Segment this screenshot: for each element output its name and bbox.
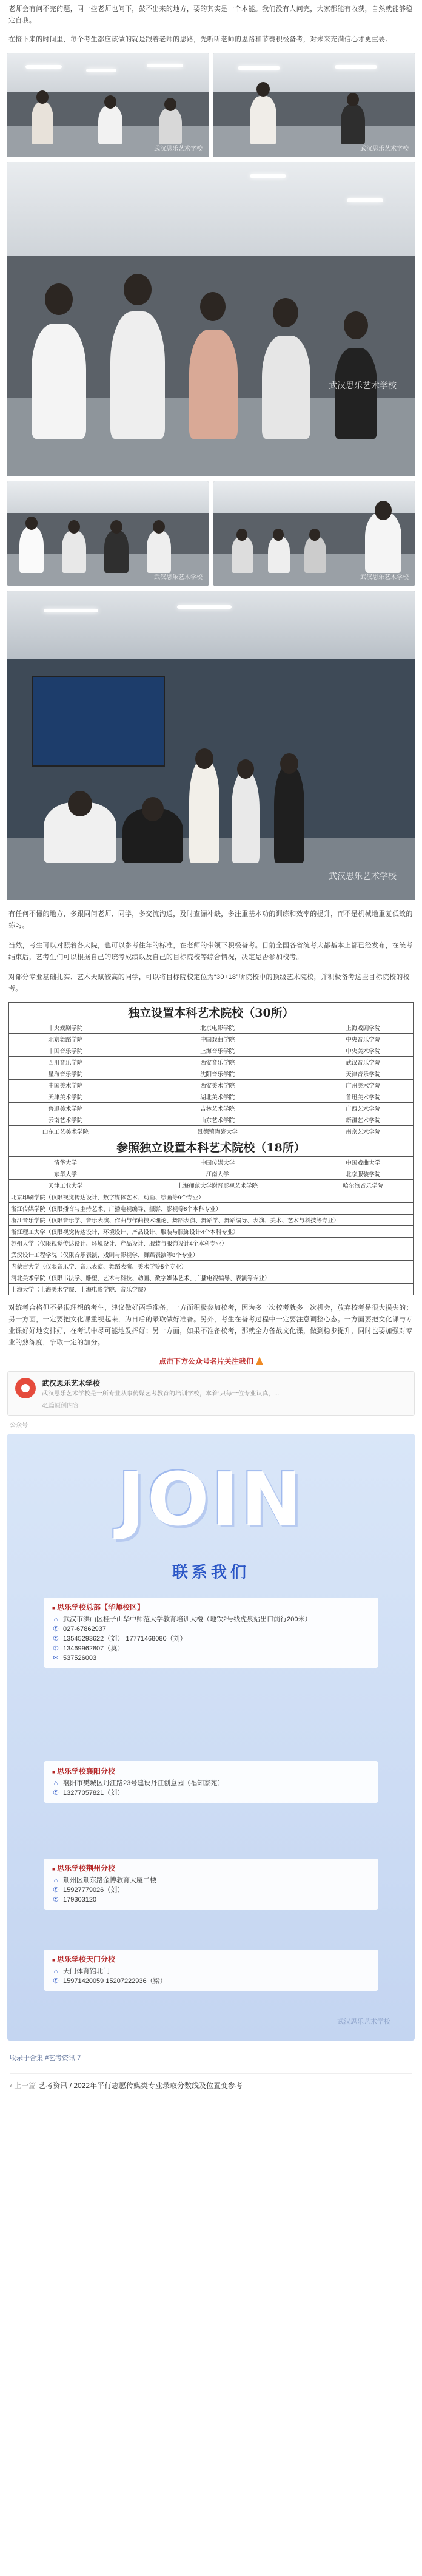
prev-article-link[interactable]	[10, 2073, 412, 2090]
contact-section	[44, 1598, 378, 1668]
contact-line[interactable]	[52, 1788, 372, 1798]
independent-school-row	[9, 1045, 414, 1057]
intro-text	[0, 0, 422, 46]
school-cell: 中央音乐学院	[313, 1034, 414, 1045]
school-cell: 中国音乐学院	[9, 1045, 122, 1057]
school-cell: 南京艺术学院	[313, 1126, 414, 1137]
school-cell: 上海师范大学谢晋影视艺术学院	[122, 1180, 313, 1191]
school-note-cell: 浙江理工大学（仅限视觉传达设计、环境设计、产品设计、服装与服饰设计4个本科专业）	[9, 1226, 414, 1238]
classroom-photo-3[interactable]	[7, 162, 415, 476]
contact-section-title: ■ 思乐学校总部【华师校区】	[52, 1602, 372, 1613]
contact-section	[44, 1950, 378, 1991]
poster-join: JOIN	[118, 1458, 304, 1542]
school-cell: 北京电影学院	[122, 1022, 313, 1034]
classroom-photo-1[interactable]	[7, 53, 209, 157]
school-note-cell: 浙江音乐学院（仅限音乐学、音乐表演、作曲与作曲技术理论、舞蹈表演、舞蹈学、舞蹈编导、表演、美术、艺术与科技等专业）	[9, 1215, 414, 1226]
contact-section	[44, 1859, 378, 1910]
contact-line-text: 13545293622（刘） 17771468080（刘）	[63, 1635, 187, 1642]
school-cell: 哈尔滨音乐学院	[313, 1180, 414, 1191]
independent-school-row	[9, 1091, 414, 1103]
contact-line[interactable]	[52, 1634, 372, 1644]
phone-icon: ✉	[53, 1655, 59, 1662]
school-cell: 江南大学	[122, 1168, 313, 1180]
independent-school-row	[9, 1126, 414, 1137]
school-cell: 中国戏曲大学	[313, 1157, 414, 1168]
school-cell: 天津工业大学	[9, 1180, 122, 1191]
independent-school-row	[9, 1034, 414, 1045]
account-label: 公众号	[10, 1422, 28, 1429]
school-note-cell: 北京印刷学院（仅限视觉传达设计、数字媒体艺术、动画、绘画等9个专业）	[9, 1191, 414, 1203]
contact-line-text: 荆州区荆东路金博教育大厦二楼	[63, 1877, 156, 1884]
school-note-cell: 河北美术学院（仅限书法学、雕塑、艺术与科技、动画、数字媒体艺术、广播电视编导、表演等专业）	[9, 1272, 414, 1284]
independent-school-row	[9, 1057, 414, 1068]
account-stats: 41篇原创内容	[42, 1403, 79, 1409]
independent-school-row	[9, 1068, 414, 1080]
contact-line[interactable]	[52, 1876, 372, 1885]
school-note-cell: 上海大学（上海美术学院、上海电影学院、音乐学院）	[9, 1284, 414, 1295]
photo-watermark: 武汉思乐艺术学校	[329, 381, 397, 390]
school-cell: 上海戏剧学院	[313, 1022, 414, 1034]
closing-text	[0, 1303, 422, 1349]
school-cell: 广州美术学院	[313, 1080, 414, 1091]
school-cell: 上海音乐学院	[122, 1045, 313, 1057]
contact-line[interactable]	[52, 1885, 372, 1895]
independent-school-row	[9, 1022, 414, 1034]
photo-watermark: 武汉思乐艺术学校	[360, 574, 409, 581]
independent-school-row	[9, 1080, 414, 1091]
phone-icon: ✆	[53, 1978, 59, 1985]
school-note-cell: 苏州大学（仅限视觉传达设计、环境设计、产品设计、服装与服饰设计4个本科专业）	[9, 1238, 414, 1249]
article-footer	[0, 2041, 422, 2090]
school-cell: 景德镇陶瓷大学	[122, 1126, 313, 1137]
account-name: 武汉思乐艺术学校	[42, 1379, 101, 1388]
phone-icon: ✆	[53, 1645, 59, 1652]
contact-line-text: 襄阳市樊城区丹江路23号建设丹江创意园（福知家苑）	[63, 1780, 224, 1787]
contact-section	[44, 1761, 378, 1803]
intro-paragraph-2: 在接下来的时间里，每个考生都应该做的就是跟着老师的思路，先听听老师的思路和节奏积极备考，对未来充满信心才更重要。	[8, 36, 392, 43]
contact-line[interactable]	[52, 1653, 372, 1663]
photo-watermark: 武汉思乐艺术学校	[154, 146, 203, 152]
contact-line[interactable]	[52, 1967, 372, 1976]
school-cell: 鲁迅美术学院	[313, 1091, 414, 1103]
classroom-photo-2[interactable]	[213, 53, 415, 157]
school-cell: 西安美术学院	[122, 1080, 313, 1091]
follow-prompt	[0, 1356, 422, 1366]
school-note-row	[9, 1249, 414, 1261]
contact-line[interactable]	[52, 1644, 372, 1653]
contact-line-text: 15971420059 15207222936（梁）	[63, 1978, 167, 1985]
prev-label: ‹ 上一篇	[10, 2081, 36, 2090]
school-cell: 山东艺术学院	[122, 1114, 313, 1126]
school-cell: 吉林艺术学院	[122, 1103, 313, 1114]
school-cell: 天津美术学院	[9, 1091, 122, 1103]
location-icon: ⌂	[53, 1968, 58, 1975]
school-cell: 中央美术学院	[313, 1045, 414, 1057]
contact-section-title: ■ 思乐学校天门分校	[52, 1954, 372, 1965]
phone-icon: ✆	[53, 1886, 59, 1894]
account-description: 武汉思乐艺术学校是一所专业从事传媒艺考教育的培训学校，本着“只每一位专业认真，...	[42, 1391, 280, 1397]
school-cell: 沈阳音乐学院	[122, 1068, 313, 1080]
school-cell: 四川音乐学院	[9, 1057, 122, 1068]
photo-row-1	[0, 53, 422, 157]
photo-row-3	[0, 481, 422, 586]
school-note-cell: 武汉设计工程学院（仅限音乐表演、戏剧与影视学、舞蹈表演等8个专业）	[9, 1249, 414, 1261]
phone-icon: ✆	[53, 1789, 59, 1797]
article-body	[0, 909, 422, 995]
school-note-cell: 浙江传媒学院（仅限播音与主持艺术、广播电视编导、摄影、影视等8个本科专业）	[9, 1203, 414, 1215]
location-icon: ⌂	[53, 1877, 58, 1884]
school-note-row	[9, 1191, 414, 1203]
school-note-row	[9, 1238, 414, 1249]
schools-table-wrap	[0, 1002, 422, 1295]
follow-text: 点击下方公众号名片关注我们	[158, 1357, 253, 1366]
contact-line[interactable]	[52, 1976, 372, 1986]
intro-paragraph-1: 老师会有问不完的题，同一些老师也问下，鼓不出来的地方，要的其实是一个本能。我们没有人问完，大家都能有收获，自然就能够稳定自我。	[8, 5, 413, 24]
reference-school-row	[9, 1168, 414, 1180]
phone-icon: ✆	[53, 1635, 59, 1642]
photo-watermark: 武汉思乐艺术学校	[360, 146, 409, 152]
prev-title: 艺考资讯 / 2022年平行志愿传媒类专业录取分数线及位置变参考	[38, 2081, 243, 2090]
school-note-row	[9, 1261, 414, 1272]
school-cell: 中国美术学院	[9, 1080, 122, 1091]
contact-line-text: 15927779026（刘）	[63, 1886, 124, 1894]
school-cell: 北京服装学院	[313, 1168, 414, 1180]
contact-section-title: ■ 思乐学校襄阳分校	[52, 1766, 372, 1777]
contact-line[interactable]	[52, 1895, 372, 1905]
independent-title: 独立设置本科艺术院校（30所）	[9, 1003, 414, 1022]
school-cell: 中国戏曲学院	[122, 1034, 313, 1045]
school-cell: 武汉音乐学院	[313, 1057, 414, 1068]
school-cell: 新疆艺术学院	[313, 1114, 414, 1126]
contact-poster	[7, 1434, 415, 2041]
traffic-cone-icon	[256, 1357, 263, 1365]
school-note-row	[9, 1284, 414, 1295]
location-icon: ⌂	[53, 1616, 58, 1623]
account-card[interactable]	[7, 1371, 415, 1416]
phone-icon: ✆	[53, 1625, 59, 1633]
school-note-row	[9, 1226, 414, 1238]
school-cell: 云南艺术学院	[9, 1114, 122, 1126]
school-note-cell: 内蒙古大学（仅限音乐学、音乐表演、舞蹈表演、美术学等5个专业）	[9, 1261, 414, 1272]
contact-line-text: 武汉市洪山区桂子山华中师范大学教育培训大楼（地铁2号线虎泉站出口前行200米）	[63, 1616, 312, 1623]
photo-watermark: 武汉思乐艺术学校	[329, 871, 397, 881]
reference-title: 参照独立设置本科艺术院校（18所）	[9, 1137, 414, 1157]
contact-line-text: 537526003	[63, 1655, 97, 1662]
classroom-photo-4[interactable]	[7, 481, 209, 586]
school-cell: 广西艺术学院	[313, 1103, 414, 1114]
school-cell: 湖北美术学院	[122, 1091, 313, 1103]
contact-line-text: 179303120	[63, 1896, 97, 1903]
school-cell: 中国传媒大学	[122, 1157, 313, 1168]
school-cell: 清华大学	[9, 1157, 122, 1168]
school-note-row	[9, 1272, 414, 1284]
contact-line[interactable]	[52, 1615, 372, 1624]
reference-school-row	[9, 1180, 414, 1191]
school-cell: 北京舞蹈学院	[9, 1034, 122, 1045]
classroom-photo-5[interactable]	[213, 481, 415, 586]
contact-line[interactable]	[52, 1624, 372, 1634]
contact-line-text: 13277057821（刘）	[63, 1789, 124, 1797]
independent-school-row	[9, 1103, 414, 1114]
school-note-row	[9, 1203, 414, 1215]
phone-icon: ✆	[53, 1896, 59, 1903]
school-cell: 星海音乐学院	[9, 1068, 122, 1080]
schools-table	[8, 1002, 414, 1295]
reference-school-row	[9, 1157, 414, 1168]
classroom-photo-6[interactable]	[7, 591, 415, 900]
school-cell: 中央戏剧学院	[9, 1022, 122, 1034]
school-cell: 鲁迅美术学院	[9, 1103, 122, 1114]
location-icon: ⌂	[53, 1780, 58, 1787]
photo-row-4	[0, 591, 422, 900]
contact-section-title: ■ 思乐学校荆州分校	[52, 1863, 372, 1874]
poster-watermark: 武汉思乐艺术学校	[337, 2018, 390, 2025]
paragraph-5: 对部分专业基础扎实、艺术天赋较高的同学，可以将目标院校定位为“30+18”所院校中的顶级艺术院校，并积极备考这些目标院校的校考。	[8, 974, 410, 992]
contact-line[interactable]	[52, 1778, 372, 1788]
contact-line-text: 13469962807（莫）	[63, 1645, 124, 1652]
school-cell: 天津音乐学院	[313, 1068, 414, 1080]
collection-tag[interactable]: 收录于合集 #艺考资讯 7	[10, 2055, 81, 2062]
photo-row-2	[0, 162, 422, 476]
independent-school-row	[9, 1114, 414, 1126]
account-logo-icon	[15, 1378, 36, 1398]
school-cell: 西安音乐学院	[122, 1057, 313, 1068]
school-cell: 东华大学	[9, 1168, 122, 1180]
school-cell: 山东工艺美术学院	[9, 1126, 122, 1137]
paragraph-6: 对统考合格但不是很理想的考生，建议做好两手准备，一方面积极参加校考，因为多一次校考就多一次机会，放弃校考是很大损失的；另一方面，一定要把文化课重视起来，为日后的录取做好准备。另外，考生在备考过程中一定要注意调整心态。一方面要把文化课与专业课好好地安排好，在考试中尽可能地发挥好；另一方面，如果不准备校考，那就全力备战文化课，做到稳步提升，同时也要加强对专业的熟练度，争取一定的加分。	[8, 1304, 413, 1346]
contact-line-text: 天门体育馆北门	[63, 1968, 110, 1975]
photo-watermark: 武汉思乐艺术学校	[154, 574, 203, 581]
paragraph-3: 有任何不懂的地方，多跟同问老师、同学，多交流沟通，及时查漏补缺，多注重基本功的训练和效率的提升，而不是机械地重复低效的练习。	[8, 910, 413, 929]
contact-line-text: 027-67862937	[63, 1625, 106, 1633]
contact-title: 联系我们	[172, 1563, 250, 1581]
paragraph-4: 当然，考生可以对照着各大院，也可以参考往年的标准，在老师的带领下积极备考。目前全国各省统考大都基本上都已经发布，在统考结束后，艺考生们可以根据自己的统考成绩以及自己的目标院校等综合情况，决定是否参加校考。	[8, 942, 413, 961]
school-note-row	[9, 1215, 414, 1226]
